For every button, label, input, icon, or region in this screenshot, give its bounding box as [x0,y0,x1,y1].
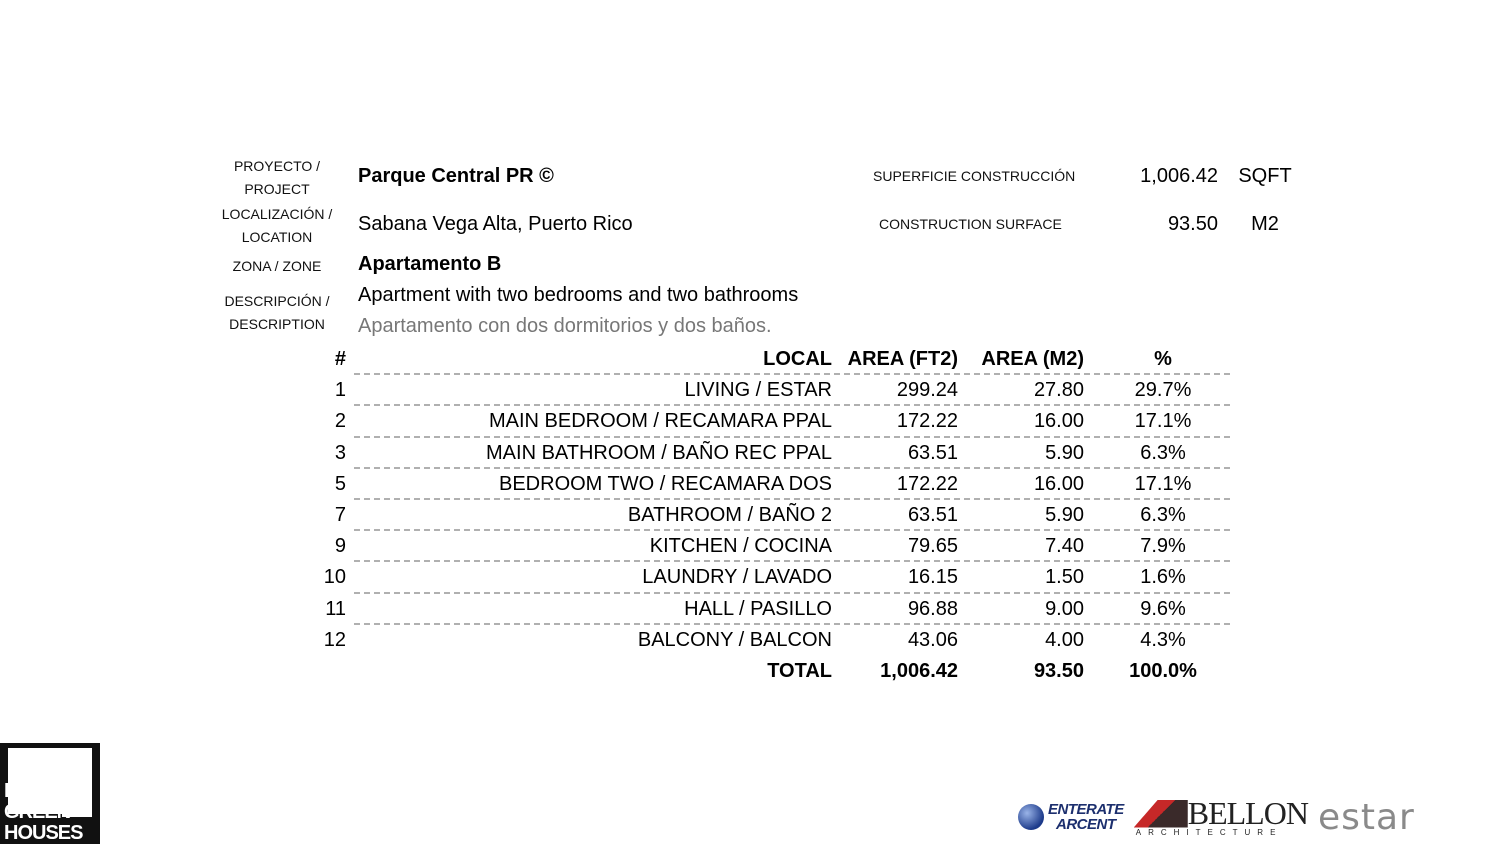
row-percent: 17.1% [1134,410,1192,433]
zone-value: Apartamento B [358,253,502,275]
table-row [318,375,1230,406]
row-number: 12 [323,628,346,651]
row-percent: 7.9% [1140,535,1186,558]
project-label: PROYECTO / PROJECT [233,158,321,197]
row-area-ft2: 63.51 [907,441,958,464]
row-area-m2: 9.00 [1045,597,1084,620]
total-ft2: 1,006.42 [880,659,958,682]
total-m2: 93.50 [1033,659,1084,682]
header-area-m2: AREA (M2) [981,348,1084,370]
table-total-row [318,656,1230,687]
zone-label: ZONA / ZONE [232,258,322,274]
arcent-text: ARCENT [1056,816,1116,833]
architecture-text: ARCHITECTURE [1135,827,1283,837]
row-local: BEDROOM TWO / RECAMARA DOS [499,472,832,495]
row-local: BATHROOM / BAÑO 2 [627,503,832,526]
table-row [318,469,1230,500]
surface-sqft-unit: SQFT [1238,165,1292,187]
row-percent: 1.6% [1140,566,1186,589]
partner-logos [1018,794,1415,840]
description-label: DESCRIPCIÓN / DESCRIPTION [224,293,330,332]
table-row [318,594,1230,625]
row-percent: 6.3% [1140,503,1186,526]
table-row [318,438,1230,469]
row-number: 3 [334,441,346,464]
row-local: LAUNDRY / LAVADO [642,566,832,589]
table-row [318,625,1230,656]
row-number: 7 [334,503,346,526]
table-row [318,562,1230,593]
location-label: LOCALIZACIÓN / LOCATION [221,206,333,245]
table-header-row [318,344,1230,375]
pr-green-houses-logo [0,743,100,844]
row-area-m2: 16.00 [1033,472,1084,495]
row-area-m2: 16.00 [1033,410,1084,433]
row-number: 2 [334,410,346,433]
row-number: 10 [323,566,346,589]
table-row [318,500,1230,531]
row-area-ft2: 43.06 [907,628,958,651]
header-area-ft2: AREA (FT2) [847,348,958,370]
row-local: LIVING / ESTAR [684,379,832,402]
row-area-m2: 7.40 [1045,535,1084,558]
row-area-m2: 5.90 [1045,441,1084,464]
row-percent: 17.1% [1134,472,1192,495]
surface-sqft-value: 1,006.42 [1140,165,1218,187]
total-percent: 100.0% [1129,659,1197,682]
surface-label-es: SUPERFICIE CONSTRUCCIÓN [873,168,1076,184]
row-area-ft2: 79.65 [907,535,958,558]
row-area-m2: 27.80 [1033,379,1084,402]
row-local: KITCHEN / COCINA [649,535,832,558]
header-num: # [334,348,346,370]
row-number: 1 [334,379,346,402]
row-local: BALCONY / BALCON [637,628,832,651]
row-local: MAIN BATHROOM / BAÑO REC PPAL [486,441,832,464]
row-percent: 4.3% [1140,628,1186,651]
location-value: Sabana Vega Alta, Puerto Rico [358,213,633,235]
row-local: MAIN BEDROOM / RECAMARA PPAL [488,410,832,433]
row-area-ft2: 96.88 [907,597,958,620]
header-percent: % [1154,348,1172,370]
row-area-ft2: 16.15 [907,566,958,589]
description-spanish: Apartamento con dos dormitorios y dos baños. [358,315,772,337]
table-row [318,406,1230,437]
row-percent: 9.6% [1140,597,1186,620]
total-label: TOTAL [767,659,832,682]
enterate-text: ENTERATE [1048,801,1124,818]
roof-icon [1134,800,1188,828]
globe-icon [1018,804,1044,830]
row-percent: 29.7% [1134,379,1192,402]
row-number: 11 [325,597,346,620]
row-area-m2: 1.50 [1045,566,1084,589]
row-percent: 6.3% [1140,441,1186,464]
header-local: LOCAL [763,348,832,370]
surface-m2-value: 93.50 [1167,213,1218,235]
project-name: Parque Central PR © [358,165,554,187]
row-area-ft2: 172.22 [896,472,958,495]
row-area-ft2: 172.22 [896,410,958,433]
surface-m2-unit: M2 [1251,213,1279,235]
row-local: HALL / PASILLO [684,597,832,620]
row-area-ft2: 299.24 [896,379,958,402]
row-area-ft2: 63.51 [907,503,958,526]
table-row [318,531,1230,562]
pr-green-houses-text: PR GREEN HOUSES [4,780,83,844]
row-number: 5 [334,472,346,495]
enterate-arcent-logo [1018,802,1124,832]
row-area-m2: 5.90 [1045,503,1084,526]
estar-logo: estar [1317,796,1415,838]
row-number: 9 [334,535,346,558]
area-table [318,344,1230,687]
surface-label-en: CONSTRUCTION SURFACE [879,216,1062,232]
bellon-text: BELLON [1187,794,1308,831]
description-english: Apartment with two bedrooms and two bathrooms [358,284,799,306]
row-area-m2: 4.00 [1045,628,1084,651]
bellon-architecture-logo [1134,794,1308,837]
